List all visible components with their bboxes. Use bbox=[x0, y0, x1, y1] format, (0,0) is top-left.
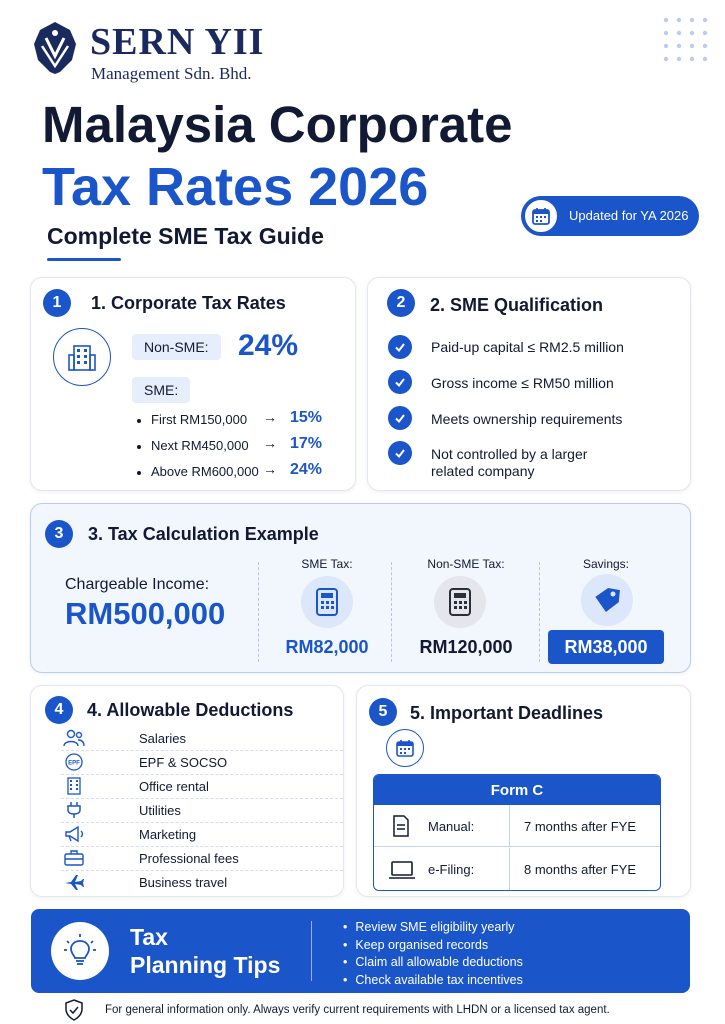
checkmark-icon bbox=[388, 406, 412, 430]
tier-arrow: → bbox=[263, 461, 277, 477]
section-number: 2 bbox=[387, 289, 415, 317]
qualification-item: Paid-up capital ≤ RM2.5 million bbox=[431, 339, 624, 355]
deduction-item: Salaries bbox=[61, 727, 343, 751]
form-c-header: Form C bbox=[374, 775, 660, 805]
section-number: 3 bbox=[45, 520, 73, 548]
sme-tax-value: RM82,000 bbox=[285, 637, 369, 657]
svg-text:EPF: EPF bbox=[68, 760, 80, 767]
list-item: • Claim all allowable deductions bbox=[343, 954, 523, 972]
column-divider bbox=[539, 562, 540, 662]
checkmark-icon bbox=[388, 441, 412, 465]
page-title-line1: Malaysia Corporate bbox=[42, 96, 513, 153]
tier-rate: 15% bbox=[290, 409, 323, 426]
tier-rate: 24% bbox=[290, 461, 323, 478]
important-deadlines-card bbox=[356, 685, 691, 897]
corporate-tax-rates-card bbox=[30, 277, 356, 491]
column-divider bbox=[391, 562, 392, 662]
section-title: 3. Tax Calculation Example bbox=[88, 524, 319, 544]
tier-label: Next RM450,000 bbox=[137, 438, 249, 453]
list-item: • Review SME eligibility yearly bbox=[343, 919, 523, 937]
form-c-table bbox=[373, 774, 661, 891]
lightbulb-icon bbox=[51, 922, 109, 980]
price-tag-icon bbox=[581, 574, 633, 626]
laptop-icon bbox=[388, 860, 416, 880]
savings-value: RM38,000 bbox=[548, 630, 664, 664]
chargeable-income-value: RM500,000 bbox=[65, 596, 226, 631]
office-building-icon bbox=[63, 777, 85, 795]
qualification-item: Gross income ≤ RM50 million bbox=[431, 375, 614, 391]
tax-calculation-card bbox=[30, 503, 691, 673]
airplane-icon bbox=[63, 873, 85, 891]
building-icon bbox=[53, 328, 111, 386]
list-item: • Check available tax incentives bbox=[343, 972, 523, 990]
non-sme-rate: 24% bbox=[238, 329, 299, 362]
tax-planning-tips-banner bbox=[31, 909, 690, 993]
list-item: • Keep organised records bbox=[343, 937, 523, 955]
sme-qualification-card bbox=[367, 277, 691, 491]
section-title: 4. Allowable Deductions bbox=[87, 700, 294, 720]
briefcase-icon bbox=[63, 849, 85, 867]
section-title: 2. SME Qualification bbox=[430, 295, 604, 315]
plug-icon bbox=[63, 801, 85, 819]
tier-rate: 17% bbox=[290, 435, 323, 452]
deduction-item: Professional fees bbox=[61, 847, 343, 871]
table-row: e-Filing: 8 months after FYE bbox=[374, 848, 660, 890]
calendar-icon bbox=[386, 729, 424, 767]
decorative-dots-icon bbox=[662, 16, 710, 64]
tips-list bbox=[343, 919, 523, 989]
checkmark-icon bbox=[388, 335, 412, 359]
tier-arrow: → bbox=[263, 435, 277, 451]
deduction-item: Office rental bbox=[61, 775, 343, 799]
deduction-item: Utilities bbox=[61, 799, 343, 823]
updated-badge-text: Updated for YA 2026 bbox=[569, 208, 689, 223]
allowable-deductions-card bbox=[30, 685, 344, 897]
section-title: 1. Corporate Tax Rates bbox=[91, 293, 286, 313]
disclaimer-text: For general information only. Always verify current requirements with LHDN or a licensed tax agent. bbox=[105, 1004, 610, 1016]
savings-label: Savings: bbox=[582, 557, 630, 571]
calendar-icon bbox=[523, 198, 559, 234]
brand-name: SERN YII bbox=[90, 21, 265, 63]
tips-title: Tax Planning Tips bbox=[130, 924, 281, 978]
shield-check-icon bbox=[64, 999, 84, 1021]
non-sme-tax-value: RM120,000 bbox=[419, 637, 513, 657]
page-title-line2: Tax Rates 2026 bbox=[42, 157, 429, 217]
column-divider bbox=[258, 562, 259, 662]
checkmark-icon bbox=[388, 370, 412, 394]
tips-divider bbox=[311, 921, 312, 981]
section-number: 4 bbox=[45, 696, 73, 724]
tier-label: First RM150,000 bbox=[137, 412, 247, 427]
table-row: Manual: 7 months after FYE bbox=[374, 805, 660, 847]
updated-badge bbox=[521, 196, 699, 236]
deduction-item: Marketing bbox=[61, 823, 343, 847]
epf-badge-icon bbox=[63, 753, 85, 771]
people-icon bbox=[63, 729, 85, 747]
section-title: 5. Important Deadlines bbox=[410, 703, 604, 723]
calculator-icon bbox=[301, 576, 353, 628]
deduction-item: Business travel bbox=[61, 871, 343, 895]
subtitle-underline bbox=[47, 258, 121, 261]
section-number: 1 bbox=[43, 289, 71, 317]
deduction-item: EPF EPF & SOCSO bbox=[61, 751, 343, 775]
qualification-item: Meets ownership requirements bbox=[431, 411, 623, 427]
sme-tax-label: SME Tax: bbox=[301, 557, 353, 571]
non-sme-label: Non-SME: bbox=[132, 334, 221, 360]
non-sme-tax-label: Non-SME Tax: bbox=[427, 557, 505, 571]
sme-label: SME: bbox=[132, 377, 190, 403]
megaphone-icon bbox=[63, 825, 85, 843]
calculator-icon bbox=[434, 576, 486, 628]
page-subtitle: Complete SME Tax Guide bbox=[47, 223, 324, 249]
section-number: 5 bbox=[369, 698, 397, 726]
tier-arrow: → bbox=[263, 409, 277, 425]
company-logo-icon bbox=[28, 20, 82, 76]
document-icon bbox=[392, 815, 410, 837]
brand-subtitle: Management Sdn. Bhd. bbox=[91, 64, 252, 83]
chargeable-income-label: Chargeable Income: bbox=[65, 576, 210, 593]
tier-label: Above RM600,000 bbox=[137, 464, 259, 479]
qualification-item: Not controlled by a larger related company bbox=[431, 446, 588, 479]
